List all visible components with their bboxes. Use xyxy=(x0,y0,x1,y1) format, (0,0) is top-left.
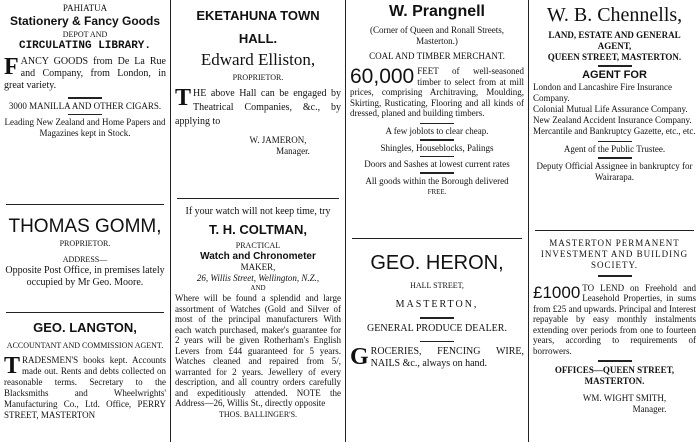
short-rule xyxy=(598,275,632,277)
ad-line: LAND, ESTATE AND GENERAL AGENT, xyxy=(548,30,681,51)
ad-line: (Corner of Queen and Ronall Streets, Masterton.) xyxy=(370,25,504,46)
ad-headline: W. B. Chennells, xyxy=(546,4,683,26)
ad-body: Where will be found a splendid and large assortment of Watches (Gold and Silver of most of the principal manufacturers With each watch purchased, maker's guarantee for 2 years will be given Rotherham's English Levers from £44 guaranteed for 5 years. Watches cleaned and repaired from 5/, warranted for 2 years. Jewellery of every description, and all country orders carefully and expeditiously attended. NOTE the Address—26, Willis St., directly opposite xyxy=(175,293,341,408)
short-rule xyxy=(420,341,454,343)
ad-headline: Stationery & Fancy Goods xyxy=(9,14,161,28)
ad-line: THOS. BALLINGER'S. xyxy=(218,409,298,419)
ad-line: PAHIATUA xyxy=(62,3,108,13)
ad-line: Colonial Mutual Life Assurance Company. xyxy=(533,103,688,114)
chennells-advert xyxy=(533,0,696,183)
ad-line: AND xyxy=(250,284,266,292)
ad-line: Doors and Sashes at lowest current rates xyxy=(364,159,510,169)
ad-line: New Zealand Accident Insurance Company. xyxy=(533,114,692,125)
ad-headline: HALL. xyxy=(238,31,278,46)
ad-headline: CIRCULATING LIBRARY. xyxy=(18,40,152,52)
ad-line: London and Lancashire Fire Insurance Company. xyxy=(533,81,672,103)
ad-line: PRACTICAL xyxy=(235,241,281,250)
drop-cap: F xyxy=(4,54,19,80)
ad-line: All goods within the Borough delivered xyxy=(365,175,509,186)
ad-headline: W. Prangnell xyxy=(388,3,485,20)
ad-line: 26, Willis Street, Wellington, N.Z., xyxy=(196,273,320,283)
ad-line: Mercantile and Bankruptcy Gazette, etc., etc. xyxy=(533,125,696,136)
ad-line: PROPRIETOR. xyxy=(59,239,111,248)
ad-divider xyxy=(535,230,694,231)
column-3 xyxy=(346,0,528,442)
langton-advert xyxy=(4,320,166,421)
short-rule xyxy=(420,156,454,158)
ad-line: MAKER, xyxy=(240,262,276,272)
ad-line: Deputy Official Assignee in bankruptcy for Wairarapa. xyxy=(536,160,693,182)
short-rule xyxy=(598,65,632,67)
ad-divider xyxy=(6,312,164,313)
ad-line: Agent of the Public Trustee. xyxy=(563,144,666,154)
ad-line: WM. WIGHT SMITH, xyxy=(582,392,667,403)
column-1 xyxy=(0,0,170,442)
drop-cap: T xyxy=(4,353,21,379)
ad-line: If your watch will not keep time, try xyxy=(185,206,331,217)
ad-headline: Edward Elliston, xyxy=(200,50,316,69)
ad-line: MASTERTON. xyxy=(584,375,645,386)
ad-body: FEET of well-seasoned timber to select from at mill prices, comprising Architraving, Moulding, Skirting, Rusticating, Flooring and all kinds of dressed, planed and building timbers. xyxy=(350,66,524,118)
ad-line: OFFICES—QUEEN STREET, xyxy=(554,364,675,375)
column-2 xyxy=(171,0,345,442)
ad-line: Shingles, Houseblocks, Palings xyxy=(380,142,494,153)
prangnell-advert xyxy=(350,0,524,198)
ad-body: Opposite Post Office, in premises lately occupied by Mr Geo. Moore. xyxy=(5,265,165,288)
town-hall-advert xyxy=(175,0,341,157)
ad-big-figure: £1000 xyxy=(533,282,581,302)
pahiatua-advert xyxy=(4,0,166,139)
ad-line: Leading New Zealand and Home Papers and Magazines kept in Stock. xyxy=(4,117,166,138)
ad-line: QUEEN STREET, MASTERTON. xyxy=(547,52,682,62)
ad-body: HE above Hall can be engaged by Theatrical Companies, &c., by applying to xyxy=(175,88,341,127)
short-rule xyxy=(420,123,454,125)
ad-line: ACCOUNTANT AND COMMISSION AGENT. xyxy=(6,341,164,350)
drop-cap: T xyxy=(175,85,192,111)
ad-line: A few joblots to clear cheap. xyxy=(385,126,489,136)
coltman-advert xyxy=(175,206,341,420)
ad-divider xyxy=(177,198,339,199)
ad-headline: GEO. HERON, xyxy=(370,252,504,274)
ad-line: HALL STREET, xyxy=(410,281,464,290)
short-rule xyxy=(420,139,454,141)
ad-body: ANCY GOODS from De La Rue and Company, from London, in great variety. xyxy=(4,56,166,91)
gomm-advert xyxy=(4,216,166,289)
ad-headline: AGENT FOR xyxy=(582,68,647,81)
ad-line: W. JAMERON, xyxy=(249,135,307,145)
ad-divider xyxy=(352,238,522,239)
short-rule xyxy=(598,141,632,143)
column-4 xyxy=(529,0,700,442)
ad-line: Manager. xyxy=(632,403,667,414)
ad-line: FREE. xyxy=(427,187,447,196)
ad-headline: GEO. LANGTON, xyxy=(33,320,137,335)
short-rule xyxy=(598,360,632,362)
ad-line: COAL AND TIMBER MERCHANT. xyxy=(369,51,505,61)
ad-body: RADESMEN'S books kept. Accounts made out. Rents and debts collected on reasonable terms. Secretary to the Blacksmiths and Wheelwrights' Manufacturing Co., Ltd. Office, PERRY STREET, MASTERTON xyxy=(4,355,166,420)
ad-body: ROCERIES, FENCING WIRE, NAILS &c., always on hand. xyxy=(370,346,524,369)
ad-line: 3000 MANILLA AND OTHER CIGARS. xyxy=(8,100,162,111)
short-rule xyxy=(420,317,454,319)
building-society-advert xyxy=(533,238,696,415)
ad-headline: THOMAS GOMM, xyxy=(8,216,162,237)
ad-divider xyxy=(6,204,164,205)
short-rule xyxy=(68,114,102,116)
ad-headline: T. H. COLTMAN, xyxy=(209,222,307,237)
ad-line: Manager. xyxy=(276,146,310,156)
ad-line: PROPRIETOR. xyxy=(232,73,284,82)
ad-body: TO LEND on Freehold and Leasehold Properties, in sums from £25 and upwards. Principal and Interest repayable by easy monthly instalments extending over periods from one to fourteen years, according to requirements of borrowers. xyxy=(533,282,696,356)
ad-line: DEPOT AND xyxy=(62,30,108,39)
ad-headline: Watch and Chronometer xyxy=(200,251,316,262)
ad-headline: EKETAHUNA TOWN xyxy=(196,8,320,23)
ad-line: MASTERTON, xyxy=(395,299,479,310)
heron-advert xyxy=(350,252,524,370)
short-rule xyxy=(420,172,454,174)
short-rule xyxy=(68,97,102,99)
ad-line: GENERAL PRODUCE DEALER. xyxy=(367,322,507,334)
drop-cap: G xyxy=(350,344,369,370)
ad-big-figure: 60,000 xyxy=(350,65,415,88)
short-rule xyxy=(598,157,632,159)
ad-headline: MASTERTON PERMANENT INVESTMENT AND BUILDING SOCIETY. xyxy=(540,238,689,270)
ad-line: ADDRESS— xyxy=(62,255,108,264)
